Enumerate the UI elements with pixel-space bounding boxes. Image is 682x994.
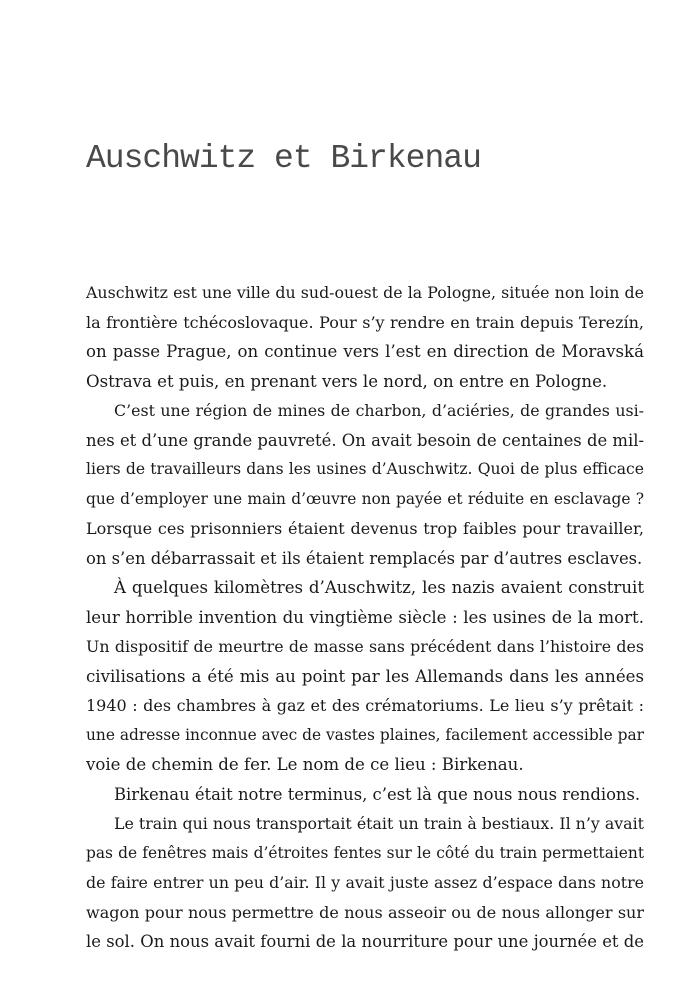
text-line: une adresse inconnue avec de vastes plaines, facilement accessible par [86,725,644,744]
text-line: Birkenau était notre terminus, c’est là que nous nous rendions. [114,784,641,804]
text-line: liers de travailleurs dans les usines d’Auschwitz. Quoi de plus efficace [86,460,644,478]
text-line: civilisations a été mis au point par les Allemands dans les années [86,666,644,686]
text-line: C’est une région de mines de charbon, d’aciéries, de grandes usi- [114,401,644,420]
text-line: on passe Prague, on continue vers l’est en direction de Moravská [86,342,644,361]
paragraph [86,396,644,573]
text-line: Ostrava et puis, en prenant vers le nord, on entre en Pologne. [86,371,608,391]
text-line: on s’en débarrassait et ils étaient remplacés par d’autres esclaves. [86,548,643,568]
text-line: Lorsque ces prisonniers étaient devenus trop faibles pour travailler, [86,519,644,538]
paragraph [86,780,644,810]
text-line: Un dispositif de meurtre de masse sans précédent dans l’histoire des [86,637,644,656]
chapter-title: Auschwitz et Birkenau [86,140,481,177]
text-line: voie de chemin de fer. Le nom de ce lieu : Birkenau. [86,755,524,774]
paragraph [86,809,644,957]
text-line: leur horrible invention du vingtième siècle : les usines de la mort. [86,607,644,627]
text-line: 1940 : des chambres à gaz et des crématoriums. Le lieu s’y prêtait : [86,696,644,715]
text-line: pas de fenêtres mais d’étroites fentes sur le côté du train permettaient [86,843,644,862]
text-line: Auschwitz est une ville du sud-ouest de la Pologne, située non loin de [86,283,644,302]
chapter-body [86,278,644,957]
text-line: la frontière tchécoslovaque. Pour s’y rendre en train depuis Terezín, [86,312,644,332]
text-line: Le train qui nous transportait était un train à bestiaux. Il n’y avait [114,814,644,833]
text-line: le sol. On nous avait fourni de la nourriture pour une journée et de [86,932,644,951]
text-line: À quelques kilomètres d’Auschwitz, les nazis avaient construit [114,578,644,597]
text-line: wagon pour nous permettre de nous asseoir ou de nous allonger sur [86,902,644,922]
paragraph [86,573,644,780]
text-line: que d’employer une main d’œuvre non payée et réduite en esclavage ? [86,489,644,508]
paragraph [86,278,644,396]
text-line: de faire entrer un peu d’air. Il y avait juste assez d’espace dans notre [86,873,644,892]
text-line: nes et d’une grande pauvreté. On avait besoin de centaines de mil- [86,430,644,450]
